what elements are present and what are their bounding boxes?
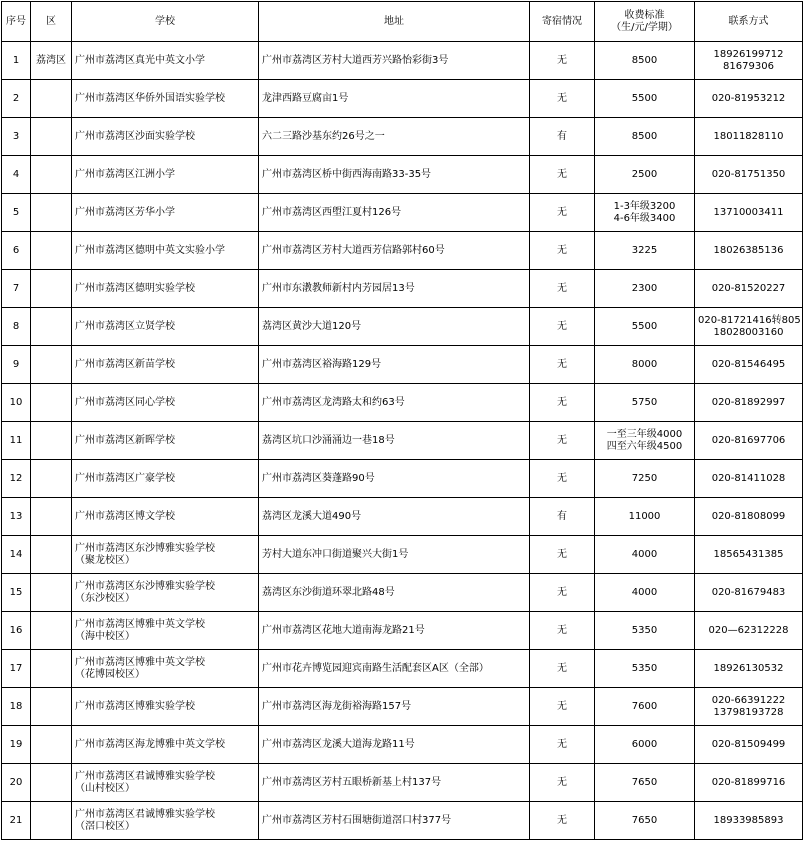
cell-address: 广州市东漖教师新村内芳园居13号 bbox=[259, 270, 530, 308]
table-row bbox=[2, 726, 803, 764]
cell-contact-line: 020-81697706 bbox=[711, 434, 786, 446]
table-row bbox=[2, 498, 803, 536]
cell-fee-line: 11000 bbox=[628, 510, 661, 522]
cell-school-line: 广州市荔湾区海龙博雅中英文学校 bbox=[75, 738, 225, 750]
table-row bbox=[2, 346, 803, 384]
cell-boarding: 无 bbox=[530, 574, 595, 612]
cell-school-line: 广州市荔湾区广豪学校 bbox=[75, 472, 175, 484]
cell-boarding: 有 bbox=[530, 118, 595, 156]
cell-fee bbox=[595, 42, 695, 80]
cell-contact-line: 020-81892997 bbox=[711, 396, 786, 408]
cell-boarding: 无 bbox=[530, 384, 595, 422]
table-row bbox=[2, 764, 803, 802]
table-row bbox=[2, 308, 803, 346]
cell-district bbox=[31, 726, 72, 764]
cell-address: 广州市荔湾区芳村大道西芳信路郭村60号 bbox=[259, 232, 530, 270]
table-row bbox=[2, 384, 803, 422]
cell-school bbox=[72, 498, 259, 536]
cell-address: 荔湾区黄沙大道120号 bbox=[259, 308, 530, 346]
cell-district bbox=[31, 308, 72, 346]
cell-boarding: 无 bbox=[530, 308, 595, 346]
cell-district bbox=[31, 118, 72, 156]
cell-no: 3 bbox=[2, 118, 31, 156]
cell-no: 8 bbox=[2, 308, 31, 346]
cell-contact bbox=[695, 232, 803, 270]
cell-no: 20 bbox=[2, 764, 31, 802]
cell-address: 广州市荔湾区裕海路129号 bbox=[259, 346, 530, 384]
cell-fee bbox=[595, 422, 695, 460]
cell-boarding: 无 bbox=[530, 42, 595, 80]
cell-contact-line: 020-81899716 bbox=[711, 776, 786, 788]
cell-district bbox=[31, 422, 72, 460]
cell-fee-line: 4-6年级3400 bbox=[613, 212, 676, 224]
cell-school-line: 广州市荔湾区德明中英文实验小学 bbox=[75, 244, 225, 256]
cell-fee bbox=[595, 308, 695, 346]
cell-school-line: 广州市荔湾区沙面实验学校 bbox=[75, 130, 195, 142]
cell-address: 广州市荔湾区桥中街西海南路33-35号 bbox=[259, 156, 530, 194]
cell-school-line: 广州市荔湾区博雅中英文学校 bbox=[75, 656, 205, 668]
cell-district bbox=[31, 498, 72, 536]
cell-contact bbox=[695, 308, 803, 346]
cell-address: 广州市荔湾区龙湾路太和约63号 bbox=[259, 384, 530, 422]
cell-school-line: 广州市荔湾区德明实验学校 bbox=[75, 282, 195, 294]
table-row bbox=[2, 232, 803, 270]
cell-fee bbox=[595, 536, 695, 574]
table-row bbox=[2, 650, 803, 688]
cell-address: 广州市荔湾区花地大道南海龙路21号 bbox=[259, 612, 530, 650]
cell-boarding: 无 bbox=[530, 536, 595, 574]
school-fee-table-sheet bbox=[1, 1, 803, 840]
cell-fee-line: 8500 bbox=[631, 130, 658, 142]
table-row bbox=[2, 194, 803, 232]
cell-fee-line: 2300 bbox=[631, 282, 658, 294]
cell-fee-line: 5350 bbox=[631, 662, 658, 674]
cell-no: 1 bbox=[2, 42, 31, 80]
cell-contact bbox=[695, 650, 803, 688]
cell-boarding: 有 bbox=[530, 498, 595, 536]
cell-address: 荔湾区龙溪大道490号 bbox=[259, 498, 530, 536]
cell-school-line: 广州市荔湾区东沙博雅实验学校 bbox=[75, 580, 215, 592]
cell-district bbox=[31, 764, 72, 802]
cell-no: 19 bbox=[2, 726, 31, 764]
header-fee bbox=[595, 2, 695, 42]
cell-boarding: 无 bbox=[530, 232, 595, 270]
cell-school-line: 广州市荔湾区江洲小学 bbox=[75, 168, 175, 180]
cell-fee bbox=[595, 688, 695, 726]
cell-contact bbox=[695, 498, 803, 536]
cell-boarding: 无 bbox=[530, 650, 595, 688]
cell-fee-line: 7250 bbox=[631, 472, 658, 484]
cell-address: 荔湾区东沙街道环翠北路48号 bbox=[259, 574, 530, 612]
cell-address: 芳村大道东冲口街道聚兴大街1号 bbox=[259, 536, 530, 574]
cell-no: 2 bbox=[2, 80, 31, 118]
cell-district bbox=[31, 460, 72, 498]
cell-contact bbox=[695, 460, 803, 498]
table-row bbox=[2, 118, 803, 156]
cell-school-line: （海中校区） bbox=[75, 630, 135, 642]
cell-fee-line: 7650 bbox=[631, 814, 658, 826]
cell-no: 5 bbox=[2, 194, 31, 232]
cell-contact bbox=[695, 156, 803, 194]
header-school: 学校 bbox=[72, 2, 259, 42]
cell-contact-line: 18011828110 bbox=[713, 130, 784, 142]
cell-school-line: （东沙校区） bbox=[75, 592, 135, 604]
cell-school bbox=[72, 802, 259, 840]
cell-school bbox=[72, 42, 259, 80]
cell-contact-line: 020-81808099 bbox=[711, 510, 786, 522]
table-row bbox=[2, 270, 803, 308]
cell-fee-line: 7600 bbox=[631, 700, 658, 712]
cell-fee-line: 2500 bbox=[631, 168, 658, 180]
table-row bbox=[2, 460, 803, 498]
cell-fee-line: 一至三年级4000 bbox=[606, 428, 683, 440]
cell-school-line: 广州市荔湾区真光中英文小学 bbox=[75, 54, 205, 66]
cell-school bbox=[72, 270, 259, 308]
cell-school-line: 广州市荔湾区博雅中英文学校 bbox=[75, 618, 205, 630]
cell-fee bbox=[595, 194, 695, 232]
cell-school-line: 广州市荔湾区博雅实验学校 bbox=[75, 700, 195, 712]
cell-contact bbox=[695, 688, 803, 726]
cell-fee-line: 8000 bbox=[631, 358, 658, 370]
header-boarding: 寄宿情况 bbox=[530, 2, 595, 42]
cell-school-line: （滘口校区） bbox=[75, 820, 135, 832]
cell-fee bbox=[595, 80, 695, 118]
cell-fee-line: 4000 bbox=[631, 586, 658, 598]
cell-fee bbox=[595, 156, 695, 194]
cell-fee-line: 1-3年级3200 bbox=[613, 200, 676, 212]
cell-contact-line: 18933985893 bbox=[713, 814, 784, 826]
table-row bbox=[2, 422, 803, 460]
cell-no: 17 bbox=[2, 650, 31, 688]
cell-address: 龙津西路豆腐亩1号 bbox=[259, 80, 530, 118]
cell-boarding: 无 bbox=[530, 802, 595, 840]
cell-district bbox=[31, 270, 72, 308]
cell-school-line: 广州市荔湾区新苗学校 bbox=[75, 358, 175, 370]
cell-contact-line: 020-81411028 bbox=[711, 472, 786, 484]
header-address: 地址 bbox=[259, 2, 530, 42]
cell-school bbox=[72, 764, 259, 802]
cell-fee bbox=[595, 612, 695, 650]
cell-boarding: 无 bbox=[530, 194, 595, 232]
cell-boarding: 无 bbox=[530, 156, 595, 194]
cell-school-line: 广州市荔湾区芳华小学 bbox=[75, 206, 175, 218]
cell-contact-line: 020-81751350 bbox=[711, 168, 786, 180]
header-contact: 联系方式 bbox=[695, 2, 803, 42]
cell-no: 16 bbox=[2, 612, 31, 650]
cell-no: 7 bbox=[2, 270, 31, 308]
cell-contact-line: 020-81721416转805 bbox=[698, 314, 801, 326]
cell-contact bbox=[695, 574, 803, 612]
cell-boarding: 无 bbox=[530, 688, 595, 726]
cell-school bbox=[72, 80, 259, 118]
cell-fee-line: 5350 bbox=[631, 624, 658, 636]
cell-no: 18 bbox=[2, 688, 31, 726]
table-row bbox=[2, 80, 803, 118]
cell-district bbox=[31, 536, 72, 574]
cell-school bbox=[72, 726, 259, 764]
cell-address: 广州市荔湾区芳村石围塘街道滘口村377号 bbox=[259, 802, 530, 840]
cell-district: 荔湾区 bbox=[31, 42, 72, 80]
cell-school bbox=[72, 536, 259, 574]
cell-fee bbox=[595, 764, 695, 802]
cell-no: 4 bbox=[2, 156, 31, 194]
cell-boarding: 无 bbox=[530, 726, 595, 764]
cell-school bbox=[72, 118, 259, 156]
cell-contact-line: 18926199712 bbox=[713, 48, 784, 60]
cell-address: 广州市荔湾区葵蓬路90号 bbox=[259, 460, 530, 498]
cell-boarding: 无 bbox=[530, 422, 595, 460]
header-district: 区 bbox=[31, 2, 72, 42]
cell-contact bbox=[695, 422, 803, 460]
cell-district bbox=[31, 802, 72, 840]
cell-school-line: 广州市荔湾区君诚博雅实验学校 bbox=[75, 770, 215, 782]
cell-no: 10 bbox=[2, 384, 31, 422]
table-header bbox=[2, 2, 803, 42]
cell-school bbox=[72, 156, 259, 194]
table-row bbox=[2, 802, 803, 840]
cell-fee-line: 4000 bbox=[631, 548, 658, 560]
table-row bbox=[2, 612, 803, 650]
cell-fee-line: 6000 bbox=[631, 738, 658, 750]
header-fee-line2: （生/元/学期） bbox=[611, 21, 678, 33]
cell-contact bbox=[695, 536, 803, 574]
cell-school-line: 广州市荔湾区博文学校 bbox=[75, 510, 175, 522]
cell-contact-line: 020-81509499 bbox=[711, 738, 786, 750]
header-no: 序号 bbox=[2, 2, 31, 42]
cell-address: 广州市花卉博览园迎宾南路生活配套区A区（全部） bbox=[259, 650, 530, 688]
cell-no: 9 bbox=[2, 346, 31, 384]
cell-contact-line: 18026385136 bbox=[713, 244, 784, 256]
cell-fee bbox=[595, 498, 695, 536]
cell-contact bbox=[695, 726, 803, 764]
cell-district bbox=[31, 156, 72, 194]
cell-fee bbox=[595, 574, 695, 612]
cell-no: 12 bbox=[2, 460, 31, 498]
cell-school-line: 广州市荔湾区新晖学校 bbox=[75, 434, 175, 446]
cell-contact bbox=[695, 802, 803, 840]
cell-school bbox=[72, 650, 259, 688]
cell-district bbox=[31, 574, 72, 612]
cell-school-line: 广州市荔湾区东沙博雅实验学校 bbox=[75, 542, 215, 554]
cell-school-line: 广州市荔湾区华侨外国语实验学校 bbox=[75, 92, 225, 104]
cell-fee bbox=[595, 346, 695, 384]
cell-no: 14 bbox=[2, 536, 31, 574]
cell-contact-line: 020-81520227 bbox=[711, 282, 786, 294]
cell-boarding: 无 bbox=[530, 270, 595, 308]
cell-contact-line: 18028003160 bbox=[713, 326, 784, 338]
cell-contact-line: 020—62312228 bbox=[708, 624, 789, 636]
cell-fee-line: 5500 bbox=[631, 92, 658, 104]
cell-no: 15 bbox=[2, 574, 31, 612]
cell-address: 广州市荔湾区芳村大道西芳兴路怡彩街3号 bbox=[259, 42, 530, 80]
cell-contact bbox=[695, 612, 803, 650]
cell-fee bbox=[595, 118, 695, 156]
cell-fee-line: 8500 bbox=[631, 54, 658, 66]
cell-fee-line: 7650 bbox=[631, 776, 658, 788]
cell-contact bbox=[695, 118, 803, 156]
cell-school bbox=[72, 460, 259, 498]
cell-school bbox=[72, 612, 259, 650]
cell-district bbox=[31, 232, 72, 270]
cell-contact-line: 020-81546495 bbox=[711, 358, 786, 370]
cell-no: 6 bbox=[2, 232, 31, 270]
cell-school-line: （花博园校区） bbox=[75, 668, 145, 680]
table-body bbox=[2, 42, 803, 840]
table-row bbox=[2, 536, 803, 574]
cell-address: 广州市荔湾区龙溪大道海龙路11号 bbox=[259, 726, 530, 764]
cell-school-line: 广州市荔湾区同心学校 bbox=[75, 396, 175, 408]
school-fee-table bbox=[1, 1, 803, 840]
cell-fee bbox=[595, 726, 695, 764]
cell-address: 六二三路沙基东约26号之一 bbox=[259, 118, 530, 156]
cell-contact bbox=[695, 80, 803, 118]
cell-contact-line: 13710003411 bbox=[713, 206, 784, 218]
cell-boarding: 无 bbox=[530, 764, 595, 802]
cell-no: 21 bbox=[2, 802, 31, 840]
header-row bbox=[2, 2, 803, 42]
cell-boarding: 无 bbox=[530, 346, 595, 384]
cell-school bbox=[72, 384, 259, 422]
cell-district bbox=[31, 80, 72, 118]
cell-contact bbox=[695, 384, 803, 422]
cell-contact-line: 81679306 bbox=[723, 60, 774, 72]
cell-district bbox=[31, 650, 72, 688]
cell-school bbox=[72, 346, 259, 384]
cell-fee bbox=[595, 460, 695, 498]
cell-school-line: （山村校区） bbox=[75, 782, 135, 794]
cell-contact-line: 020-81953212 bbox=[711, 92, 786, 104]
cell-address: 广州市荔湾区芳村五眼桥新基上村137号 bbox=[259, 764, 530, 802]
cell-fee bbox=[595, 232, 695, 270]
cell-boarding: 无 bbox=[530, 460, 595, 498]
cell-district bbox=[31, 194, 72, 232]
cell-contact bbox=[695, 270, 803, 308]
cell-district bbox=[31, 384, 72, 422]
cell-fee bbox=[595, 802, 695, 840]
cell-fee-line: 5750 bbox=[631, 396, 658, 408]
cell-fee-line: 5500 bbox=[631, 320, 658, 332]
table-row bbox=[2, 688, 803, 726]
cell-district bbox=[31, 612, 72, 650]
cell-boarding: 无 bbox=[530, 612, 595, 650]
cell-school bbox=[72, 422, 259, 460]
cell-fee bbox=[595, 384, 695, 422]
cell-contact-line: 18565431385 bbox=[713, 548, 784, 560]
cell-address: 广州市荔湾区海龙街裕海路157号 bbox=[259, 688, 530, 726]
table-row bbox=[2, 156, 803, 194]
cell-school-line: 广州市荔湾区立贤学校 bbox=[75, 320, 175, 332]
cell-school-line: 广州市荔湾区君诚博雅实验学校 bbox=[75, 808, 215, 820]
table-row bbox=[2, 42, 803, 80]
cell-school bbox=[72, 194, 259, 232]
cell-fee bbox=[595, 650, 695, 688]
cell-address: 广州市荔湾区西塱江夏村126号 bbox=[259, 194, 530, 232]
cell-contact-line: 18926130532 bbox=[713, 662, 784, 674]
header-fee-line1: 收费标准 bbox=[624, 9, 665, 21]
cell-no: 13 bbox=[2, 498, 31, 536]
cell-fee bbox=[595, 270, 695, 308]
cell-school bbox=[72, 574, 259, 612]
cell-contact bbox=[695, 346, 803, 384]
cell-boarding: 无 bbox=[530, 80, 595, 118]
cell-school-line: （聚龙校区） bbox=[75, 554, 135, 566]
cell-district bbox=[31, 688, 72, 726]
table-row bbox=[2, 574, 803, 612]
cell-fee-line: 四至六年级4500 bbox=[606, 440, 683, 452]
cell-school bbox=[72, 232, 259, 270]
cell-fee-line: 3225 bbox=[631, 244, 658, 256]
cell-no: 11 bbox=[2, 422, 31, 460]
cell-contact bbox=[695, 764, 803, 802]
cell-contact bbox=[695, 194, 803, 232]
cell-school bbox=[72, 688, 259, 726]
cell-contact-line: 020-66391222 bbox=[711, 694, 786, 706]
cell-contact bbox=[695, 42, 803, 80]
cell-contact-line: 020-81679483 bbox=[711, 586, 786, 598]
cell-address: 荔湾区坑口沙涌涌边一巷18号 bbox=[259, 422, 530, 460]
cell-district bbox=[31, 346, 72, 384]
cell-contact-line: 13798193728 bbox=[713, 706, 784, 718]
cell-school bbox=[72, 308, 259, 346]
